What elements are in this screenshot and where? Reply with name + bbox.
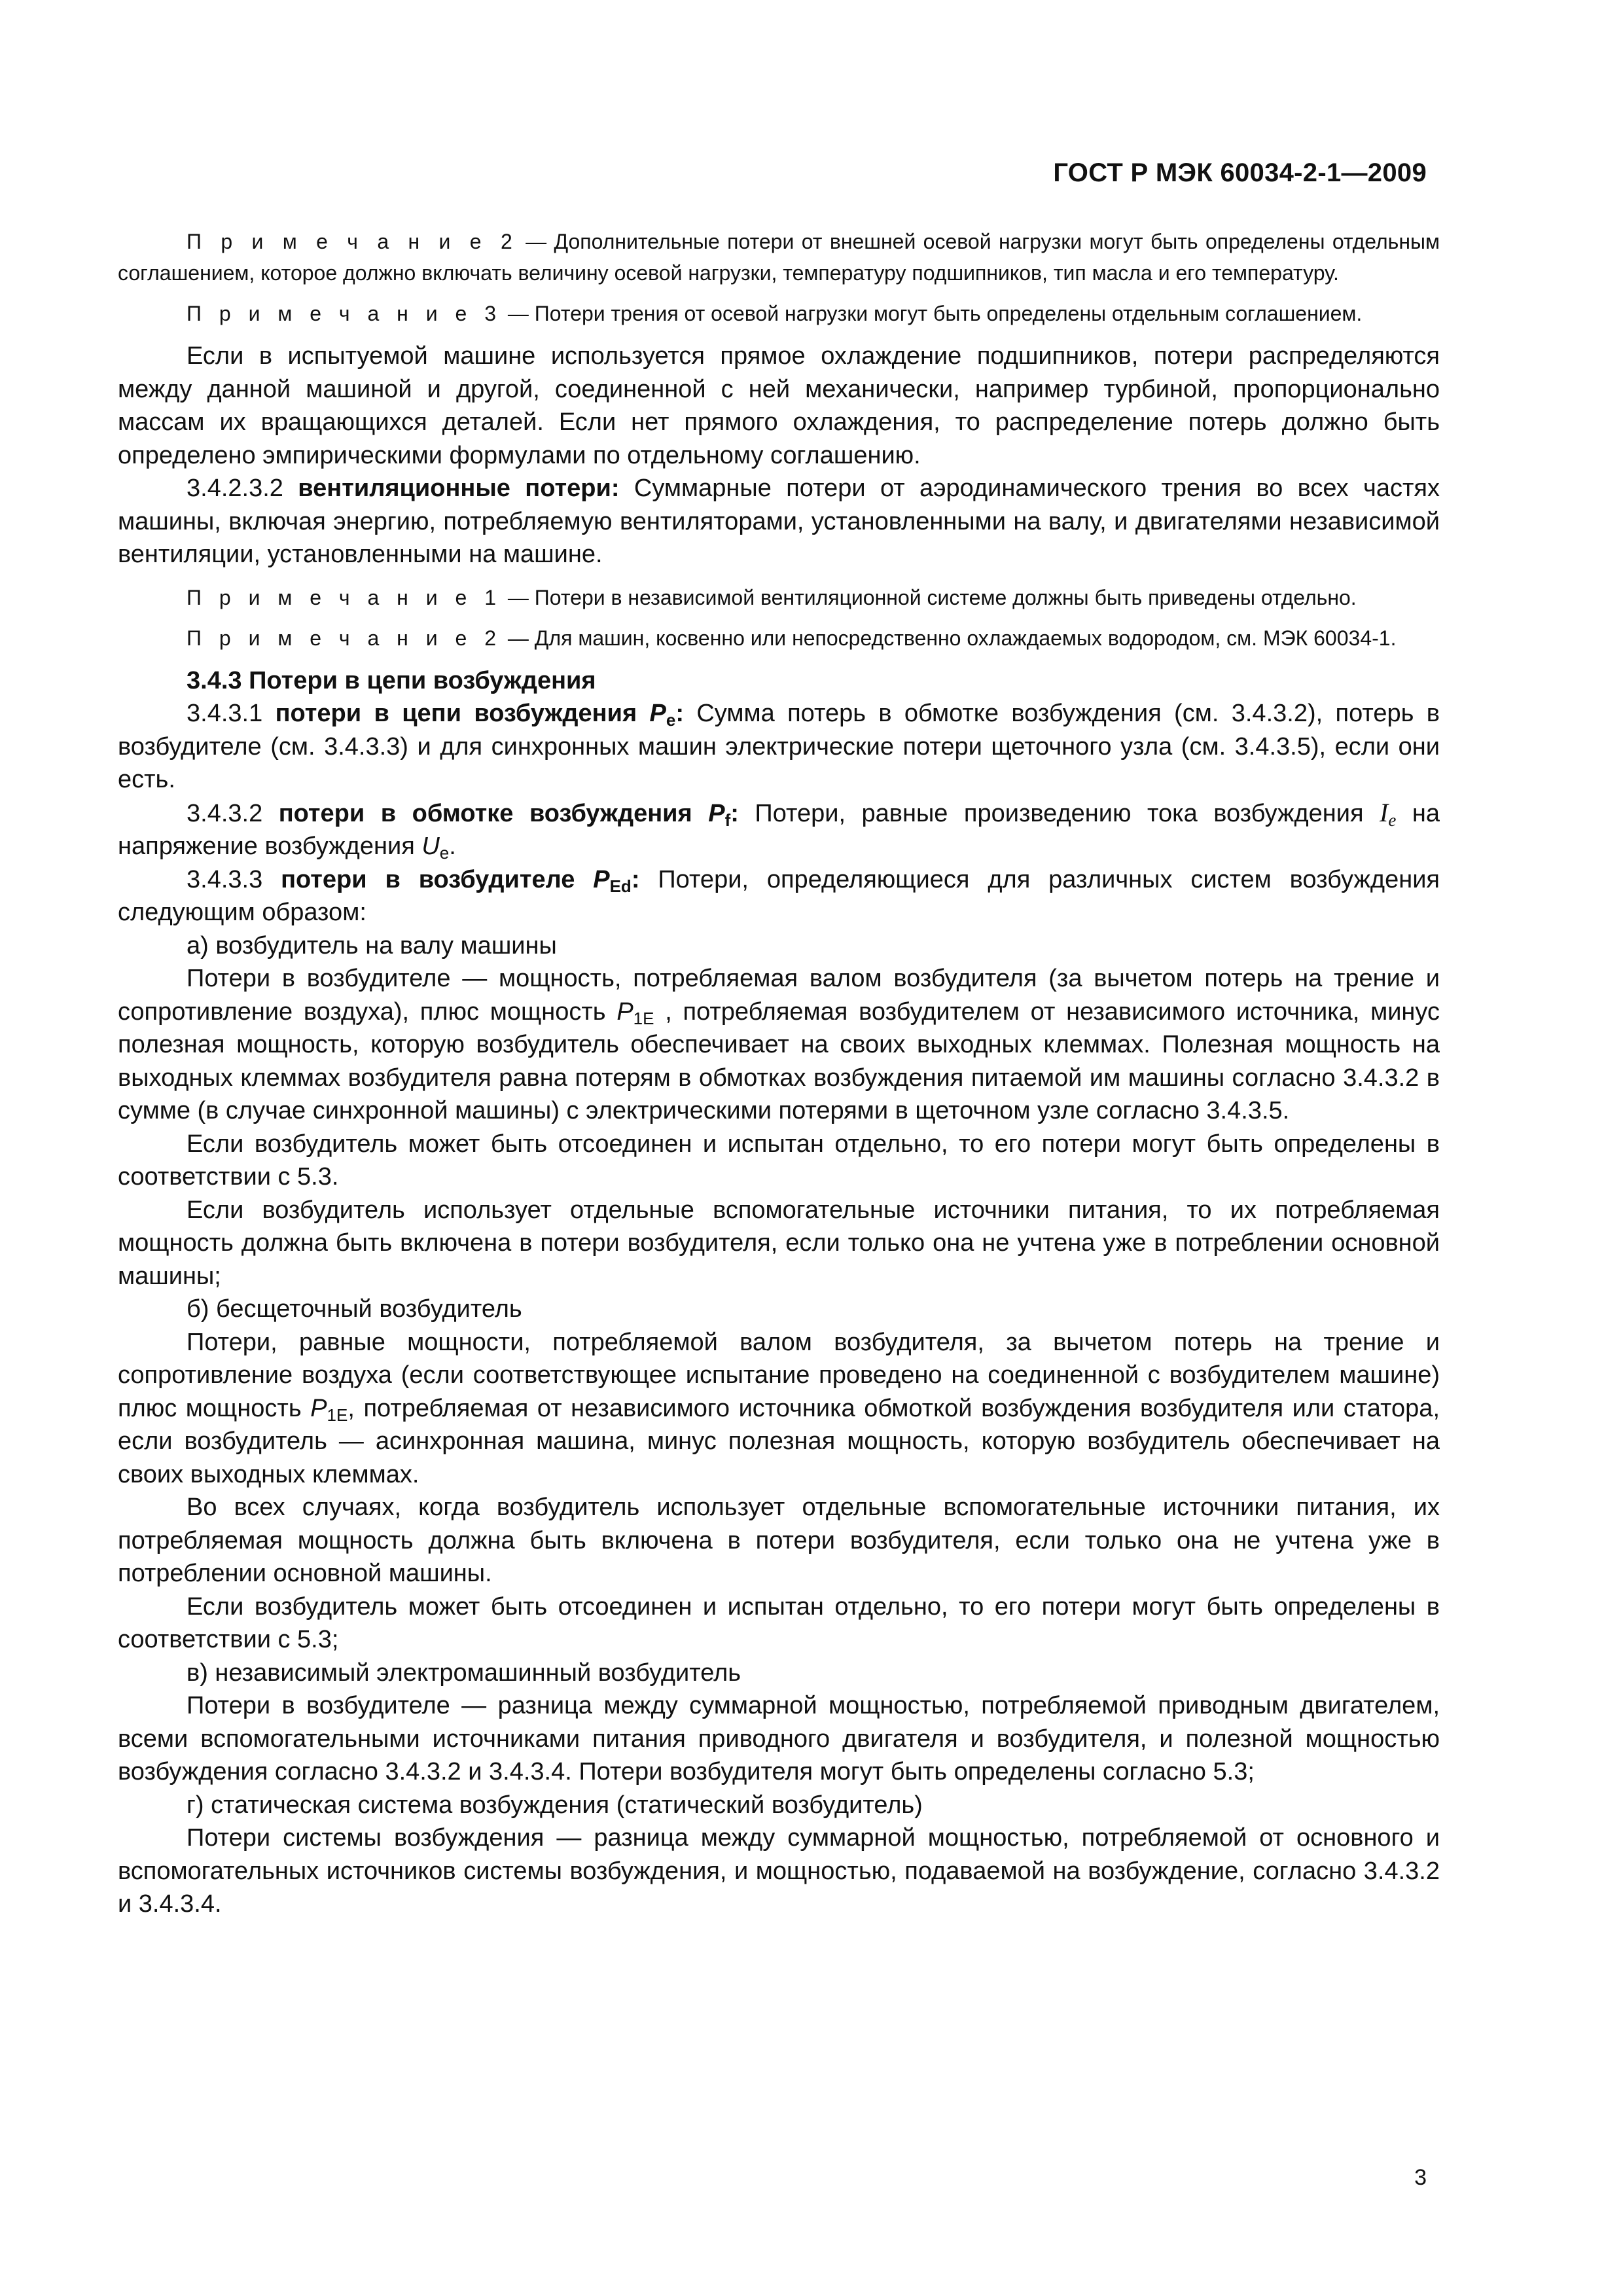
symbol-subscript: f: [724, 810, 731, 830]
symbol-subscript: e: [666, 710, 676, 730]
item-g-paragraph-1: Потери системы возбуждения — разница между суммарной мощностью, потребляемой от основного и вспомогательных источников системы возбуждения, и мощностью, подаваемой на возбуждение, согласно 3.4.3.2 и 3.4.3.4.: [118, 1824, 1440, 1918]
note-text: — Для машин, косвенно или непосредственно охлаждаемых водородом, см. МЭК 60034-1.: [501, 626, 1397, 650]
symbol-p: P: [593, 865, 610, 893]
clause-3-4-2-3-2: [118, 472, 1440, 571]
note-text: — Потери в независимой вентиляционной системе должны быть приведены отдельно.: [501, 585, 1357, 609]
page-number: 3: [1414, 2165, 1427, 2190]
symbol-subscript: Ed: [609, 876, 632, 896]
note-2-axial-load: [118, 226, 1440, 289]
symbol-subscript: 1E: [633, 1008, 654, 1028]
item-b-paragraph-2: Во всех случаях, когда возбудитель использует отдельные вспомогательные источники питания, их потребляемая мощность должна быть включена в потери возбудителя, если только она не учтена уже в потреблении основной машины.: [118, 1494, 1440, 1587]
clause-number: 3.4.3.2: [187, 799, 279, 827]
symbol-subscript: 1E: [327, 1405, 348, 1425]
clause-3-4-3-1: [118, 697, 1440, 797]
clause-term: потери в цепи возбуждения $P_e$:: [275, 700, 684, 730]
clause-number: 3.4.2.3.2: [187, 475, 298, 502]
clause-term: вентиляционные потери:: [298, 475, 620, 502]
item-b-paragraph-3: Если возбудитель может быть отсоединен и испытан отдельно, то его потери могут быть определены в соответствии с 5.3;: [118, 1592, 1440, 1653]
clause-3-4-3-2: 3.4.3.2 потери в обмотке возбуждения $P_f$: Потери, равные произведению тока возбуждения $I_e$ на напряжение возбуждения $U_e$.: [118, 797, 1440, 863]
item-v-paragraph-1: Потери в возбудителе — разница между суммарной мощностью, потребляемой приводным двигателем, всеми вспомогательными источниками питания приводного двигателя и возбудителя, и полезной мощностью возбуждения согласно 3.4.3.2 и 3.4.3.4. Потери возбудителя могут быть определены согласно 5.3;: [118, 1692, 1440, 1785]
item-v-heading: в) независимый электромашинный возбудитель: [187, 1659, 741, 1687]
symbol-p: P: [310, 1394, 327, 1422]
section-heading-3-4-3: 3.4.3 Потери в цепи возбуждения: [187, 666, 596, 694]
note-3-friction: [118, 298, 1440, 329]
clause-3-4-3-3: [118, 863, 1440, 929]
symbol-p: P: [616, 997, 633, 1026]
note-label: П р и м е ч а н и е 2: [187, 626, 502, 650]
clause-term: потери в возбудителе $P_{Ed}$:: [281, 865, 640, 896]
paragraph-bearing-cooling: Если в испытуемой машине используется прямое охлаждение подшипников, потери распределяются между данной машиной и другой, соединенной с ней механически, например турбиной, пропорционально массам их вращающихся деталей. Если нет прямого охлаждения, то распределение потерь должно быть определено эмпирическими формулами по отдельному соглашению.: [118, 342, 1440, 469]
symbol-i: I: [1380, 797, 1389, 827]
item-a-paragraph-3: Если возбудитель использует отдельные вспомогательные источники питания, то их потребляемая мощность должна быть включена в потери возбудителя, если только она не учтена уже в потреблении основной машины;: [118, 1196, 1440, 1290]
symbol-u-subscript: e: [439, 843, 450, 863]
symbol-p: P: [649, 700, 666, 727]
clause-number: 3.4.3.3: [187, 865, 281, 893]
item-a-heading: а) возбудитель на валу машины: [187, 931, 557, 960]
clause-term: потери в обмотке возбуждения $P_f$:: [278, 799, 739, 830]
item-a-paragraph-2: Если возбудитель может быть отсоединен и испытан отдельно, то его потери могут быть определены в соответствии с 5.3.: [118, 1130, 1440, 1191]
note-text: — Дополнительные потери от внешней осевой нагрузки могут быть определены отдельным соглашением, которое должно включать величину осевой нагрузки, температуру подшипников, тип масла и его температуру.: [118, 230, 1440, 285]
page-content: [118, 226, 1440, 1921]
symbol-i-subscript: e: [1388, 810, 1397, 830]
item-g-heading: г) статическая система возбуждения (статический возбудитель): [187, 1791, 923, 1819]
symbol-p: P: [708, 799, 725, 827]
clause-text: Потери, определяющиеся для различных систем возбуждения следующим образом:: [118, 865, 1440, 926]
clause-text: Суммарные потери от аэродинамического трения во всех частях машины, включая энергию, потребляемую вентиляторами, установленными на валу, и двигателями независимой вентиляции, установленными на машине.: [118, 475, 1440, 568]
note-label: П р и м е ч а н и е 3: [187, 302, 502, 325]
note-1-ventilation: [118, 582, 1440, 613]
item-b-heading: б) бесщеточный возбудитель: [187, 1295, 522, 1323]
symbol-u: U: [421, 833, 440, 860]
note-2-hydrogen: [118, 622, 1440, 654]
clause-text: Потери, равные произведению тока возбуждения: [738, 799, 1380, 827]
note-label: П р и м е ч а н и е 1: [187, 585, 502, 609]
item-a-paragraph-1: Потери в возбудителе — мощность, потребляемая валом возбудителя (за вычетом потерь на трение и сопротивление воздуха), плюс мощность $P_{1E}$ , потребляемая возбудителем от независимого источника, минус полезная мощность, которую возбудитель обеспечивает на своих выходных клеммах. Полезная мощность на выходных клеммах возбудителя равна потерям в обмотках возбуждения питаемой им машины согласно 3.4.3.2 в сумме (в случае синхронной машины) с электрическими потерями в щеточном узле согласно 3.4.3.5.: [118, 965, 1440, 1124]
note-text: — Потери трения от осевой нагрузки могут быть определены отдельным соглашением.: [501, 302, 1363, 325]
document-code-header: ГОСТ Р МЭК 60034-2-1—2009: [1053, 158, 1427, 187]
note-label: П р и м е ч а н и е 2: [187, 230, 518, 253]
clause-number: 3.4.3.1: [187, 700, 276, 727]
clause-text-cont: на напряжение возбуждения: [118, 799, 1440, 860]
item-b-paragraph-1: Потери, равные мощности, потребляемой валом возбудителя, за вычетом потерь на трение и сопротивление воздуха (если соответствующее испытание проведено на соединенной с возбудителем машине) плюс мощность $P_{1E}$, потребляемая от независимого источника обмоткой возбуждения возбудителя или статора, если возбудитель — асинхронная машина, минус полезная мощность, которую возбудитель обеспечивает на своих выходных клеммах.: [118, 1328, 1440, 1488]
clause-text: Сумма потерь в обмотке возбуждения (см. 3.4.3.2), потерь в возбудителе (см. 3.4.3.3) и для синхронных машин электрические потери щеточного узла (см. 3.4.3.5), если они есть.: [118, 700, 1440, 793]
